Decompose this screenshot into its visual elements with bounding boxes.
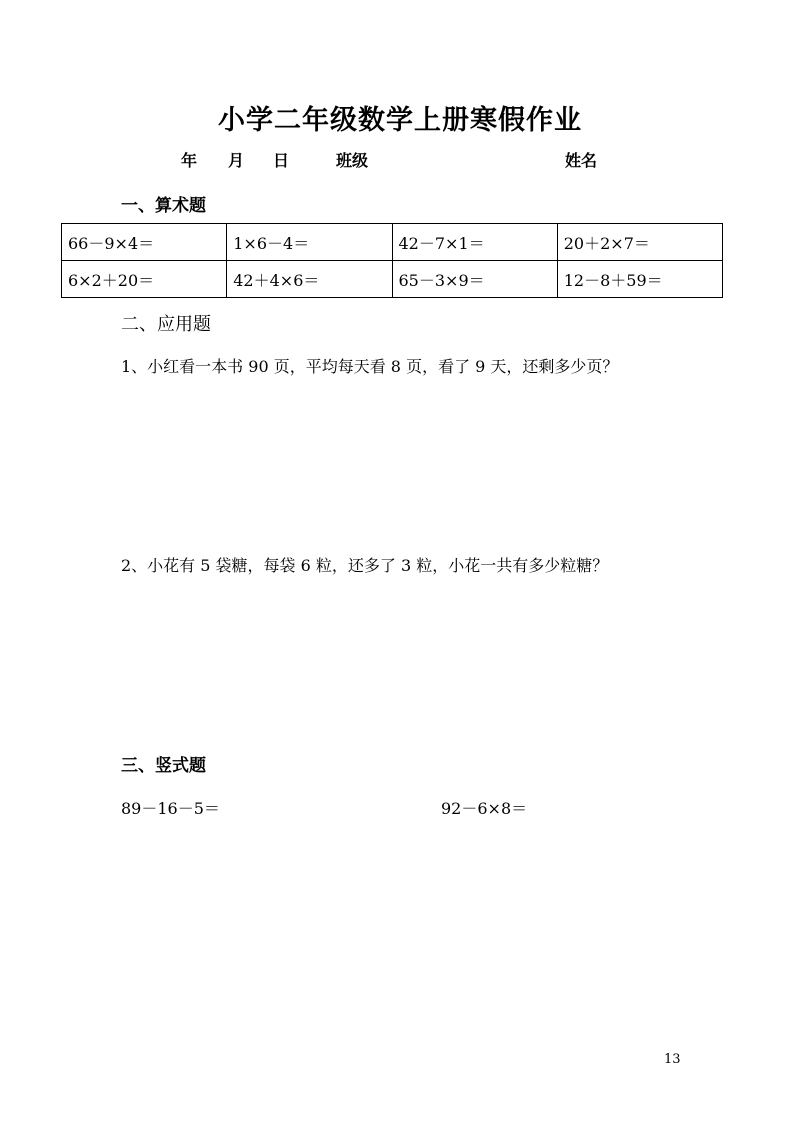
day-label: 日 xyxy=(273,151,290,170)
table-cell: 42－7×1＝ xyxy=(392,224,557,261)
section-arithmetic-title: 一、算术题 xyxy=(121,196,206,216)
page-title: 小学二年级数学上册寒假作业 xyxy=(218,105,582,136)
vertical-problem-1: 89－16－5＝ xyxy=(121,799,220,818)
table-cell: 1×6－4＝ xyxy=(227,224,392,261)
class-label: 班级 xyxy=(336,151,369,170)
section-vertical-title: 三、竖式题 xyxy=(121,756,206,776)
section-word-problems-title: 二、应用题 xyxy=(121,314,211,335)
arithmetic-table xyxy=(61,223,723,298)
year-label: 年 xyxy=(181,151,198,170)
table-row xyxy=(62,224,723,261)
word-problem-1: 1、小红看一本书 90 页，平均每天看 8 页，看了 9 天，还剩多少页？ xyxy=(121,357,619,376)
table-cell: 66－9×4＝ xyxy=(62,224,227,261)
table-cell: 12－8＋59＝ xyxy=(557,261,722,298)
word-problem-2: 2、小花有 5 袋糖，每袋 6 粒，还多了 3 粒，小花一共有多少粒糖？ xyxy=(121,556,609,575)
name-label: 姓名 xyxy=(565,151,598,170)
table-row xyxy=(62,261,723,298)
table-cell: 65－3×9＝ xyxy=(392,261,557,298)
page-number: 13 xyxy=(664,1052,681,1067)
table-cell: 6×2＋20＝ xyxy=(62,261,227,298)
month-label: 月 xyxy=(228,151,245,170)
table-cell: 20＋2×7＝ xyxy=(557,224,722,261)
vertical-problem-2: 92－6×8＝ xyxy=(441,799,528,818)
table-cell: 42＋4×6＝ xyxy=(227,261,392,298)
